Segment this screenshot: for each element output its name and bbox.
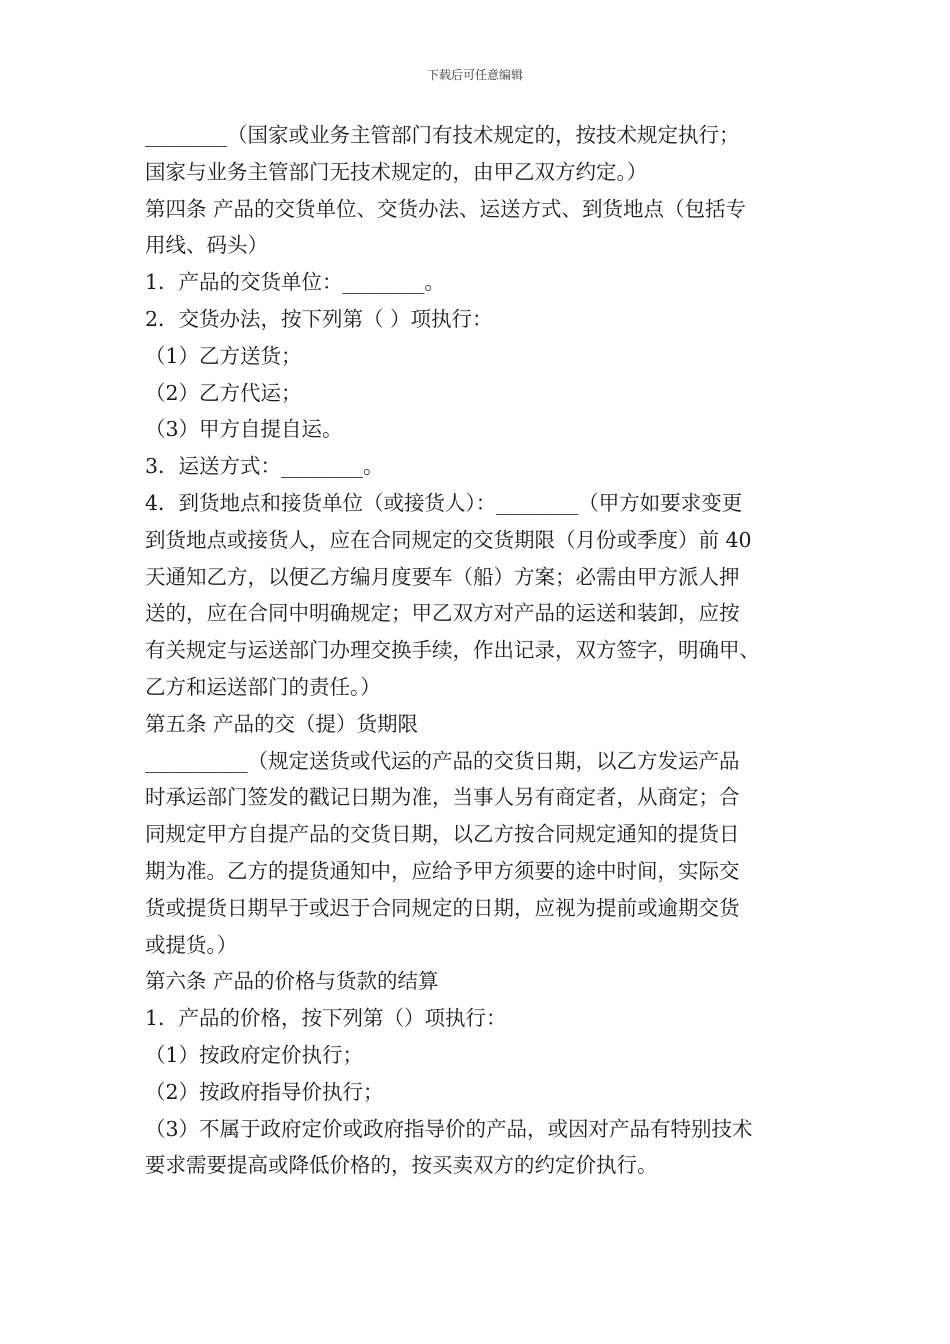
text-line: 1．产品的价格，按下列第（）项执行：: [145, 1006, 507, 1031]
article-heading: 第四条 产品的交货单位、交货办法、运送方式、到货地点（包括专: [145, 196, 747, 221]
text-line: （2）乙方代运；: [145, 380, 302, 405]
text-line: 期为准。乙方的提货通知中，应给予甲方须要的途中时间，实际交: [145, 858, 740, 883]
text-line: （3）不属于政府定价或政府指导价的产品，或因对产品有特别技术: [145, 1116, 753, 1141]
text-line: 用线、码头）: [145, 233, 268, 258]
text-line: ________（国家或业务主管部门有技术规定的，按技术规定执行；: [145, 123, 740, 147]
text-line: 有关规定与运送部门办理交换手续，作出记录，双方签字，明确甲、: [145, 638, 760, 663]
text-line: 送的，应在合同中明确规定；甲乙双方对产品的运送和装卸，应按: [145, 601, 740, 626]
text-line: 1．产品的交货单位：________。: [145, 270, 446, 295]
text-line: （3）甲方自提自运。: [145, 417, 343, 442]
article-heading: 第五条 产品的交（提）货期限: [145, 711, 419, 736]
text-line: 时承运部门签发的戳记日期为准，当事人另有商定者，从商定；合: [145, 785, 740, 810]
text-line: 到货地点或接货人，应在合同规定的交货期限（月份或季度）前 40: [145, 527, 752, 552]
text-line: 国家与业务主管部门无技术规定的，由甲乙双方约定。）: [145, 159, 648, 184]
text-line: 要求需要提高或降低价格的，按买卖双方的约定价执行。: [145, 1153, 658, 1178]
text-line: 2．交货办法，按下列第（ ）项执行：: [145, 306, 493, 331]
text-line: 或提货。）: [145, 932, 238, 957]
text-line: 4．到货地点和接货单位（或接货人）：________（甲方如要求变更: [145, 490, 743, 515]
text-line: __________（规定送货或代运的产品的交货日期，以乙方发运产品: [145, 748, 740, 773]
text-line: （2）按政府指导价执行；: [145, 1079, 384, 1104]
text-line: 同规定甲方自提产品的交货日期，以乙方按合同规定通知的提货日: [145, 822, 740, 847]
text-line: 乙方和运送部门的责任。）: [145, 674, 381, 699]
article-heading: 第六条 产品的价格与货款的结算: [145, 969, 439, 994]
page-header: 下载后可任意编辑: [426, 68, 523, 82]
document-body: [145, 117, 825, 1184]
text-line: 天通知乙方，以便乙方编月度要车（船）方案；必需由甲方派人押: [145, 564, 740, 589]
text-line: （1）按政府定价执行；: [145, 1042, 364, 1067]
text-line: （1）乙方送货；: [145, 343, 302, 368]
text-line: 货或提货日期早于或迟于合同规定的日期，应视为提前或逾期交货: [145, 895, 740, 920]
text-line: 3．运送方式：________。: [145, 454, 384, 479]
